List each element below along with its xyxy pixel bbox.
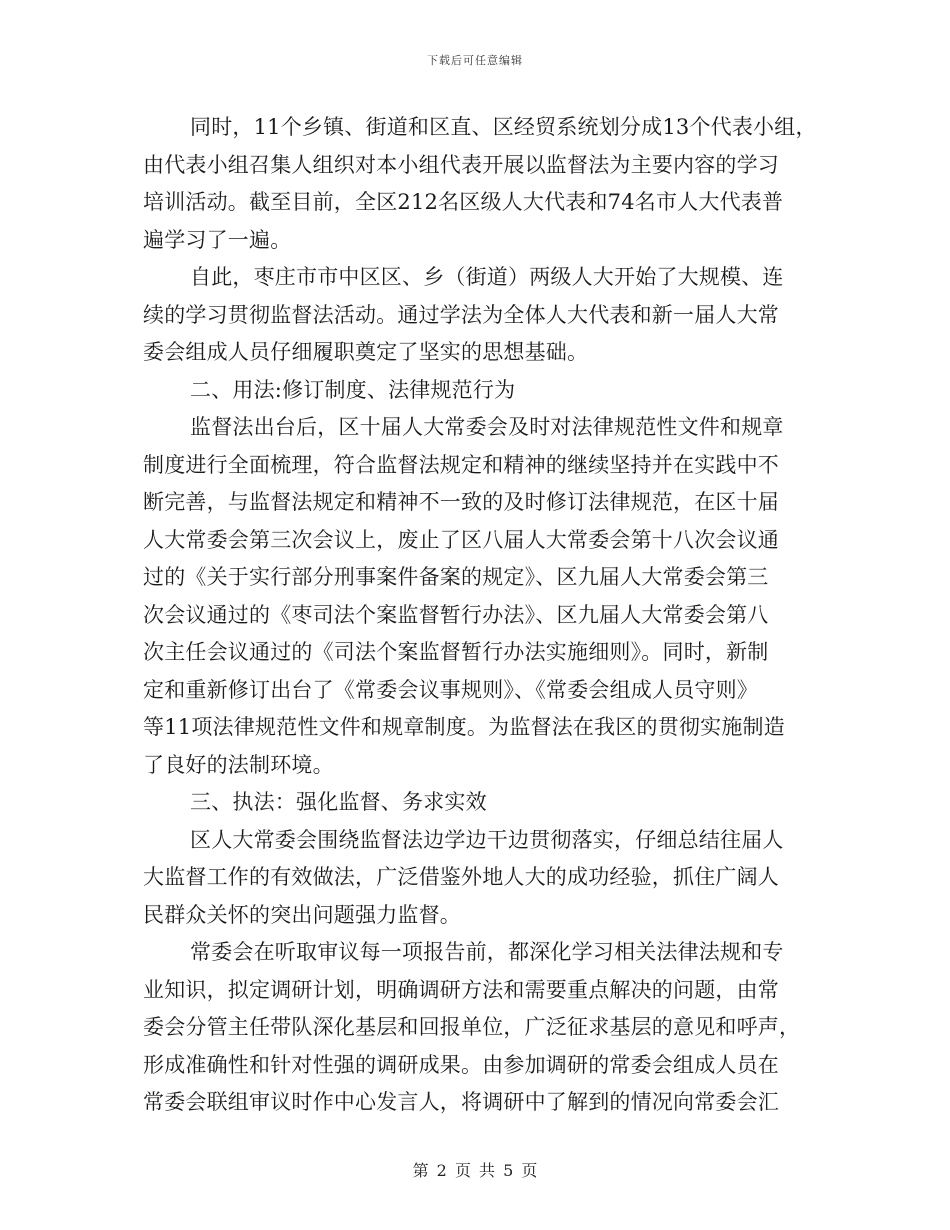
text-line: 常委会在听取审议每一项报告前，都深化学习相关法律法规和专 [190, 940, 784, 964]
document-body [143, 109, 823, 1122]
text-line: 业知识，拟定调研计划，明确调研方法和需要重点解决的问题，由常 [143, 977, 779, 1002]
text-line: 培训活动。截至目前，全区212名区级人大代表和74名市人大代表普 [143, 190, 784, 214]
text-line: 委会分管主任带队深化基层和回报单位，广泛征求基层的意见和呼声， [143, 1015, 801, 1039]
text-line: 区人大常委会围绕监督法边学边干边贯彻落实，仔细总结往届人 [190, 827, 784, 852]
text-line: 二、用法:修订制度、法律规范行为 [190, 377, 516, 402]
text-line: 遍学习了一遍。 [143, 227, 292, 252]
text-line: 自此，枣庄市市中区区、乡（街道）两级人大开始了大规模、连 [190, 265, 784, 289]
text-line: 由代表小组召集人组织对本小组代表开展以监督法为主要内容的学习 [143, 152, 779, 177]
text-line: 同时，11个乡镇、街道和区直、区经贸系统划分成13个代表小组， [190, 115, 817, 139]
text-line: 次会议通过的《枣司法个案监督暂行办法》、区九届人大常委会第八 [143, 602, 769, 627]
text-line: 过的《关于实行部分刑事案件备案的规定》、区九届人大常委会第三 [143, 565, 769, 589]
text-line: 断完善，与监督法规定和精神不一致的及时修订法律规范，在区十届 [143, 490, 779, 514]
text-line: 了良好的法制环境。 [143, 752, 334, 777]
text-line: 定和重新修订出台了《常委会议事规则》、《常委会组成人员守则》 [143, 677, 758, 702]
text-line: 等11项法律规范性文件和规章制度。为监督法在我区的贯彻实施制造 [143, 715, 785, 739]
text-line: 次主任会议通过的《司法个案监督暂行办法实施细则》。同时，新制 [143, 640, 769, 664]
page-number: 第 2 页 共 5 页 [412, 1161, 538, 1180]
text-line: 常委会联组审议时作中心发言人，将调研中了解到的情况向常委会汇 [143, 1090, 779, 1114]
text-line: 监督法出台后，区十届人大常委会及时对法律规范性文件和规章 [190, 415, 784, 439]
text-line: 民群众关怀的突出问题强力监督。 [143, 902, 461, 927]
text-line: 委会组成人员仔细履职奠定了坚实的思想基础。 [143, 340, 589, 364]
text-line: 人大常委会第三次会议上，废止了区八届人大常委会第十八次会议通 [143, 527, 779, 552]
page-header: 下载后可任意编辑 [427, 54, 523, 67]
text-line: 三、执法：强化监督、务求实效 [190, 790, 487, 814]
text-line: 续的学习贯彻监督法活动。通过学法为全体人大代表和新一届人大常 [143, 302, 779, 327]
text-line: 形成准确性和针对性强的调研成果。由参加调研的常委会组成人员在 [143, 1052, 779, 1077]
text-line: 大监督工作的有效做法，广泛借鉴外地人大的成功经验，抓住广阔人 [143, 865, 779, 889]
text-line: 制度进行全面梳理，符合监督法规定和精神的继续坚持并在实践中不 [143, 452, 779, 477]
